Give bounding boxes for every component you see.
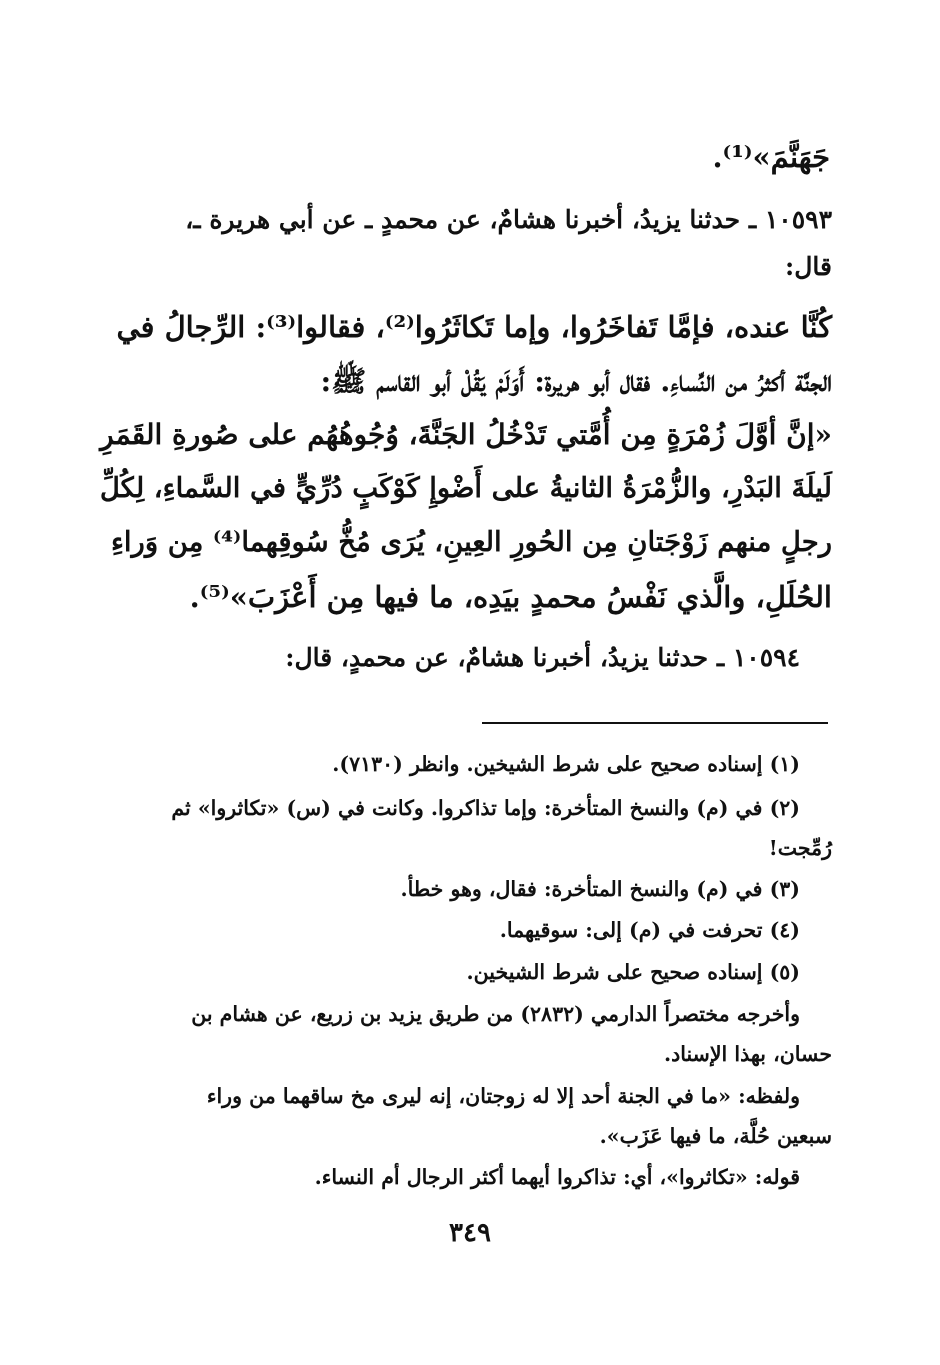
hadith-10593-header: ١٠٥٩٣ ـ حدثنا يزيدُ، أخبرنا هشامٌ، عن محمدٍ ـ عن أبي هريرة ـ، <box>185 205 832 234</box>
footnote-3: (٣) في (م) والنسخ المتأخرة: فقال، وهو خطأ. <box>400 877 800 901</box>
footnote-5-takhrij: وأخرجه مختصراً الدارمي (٢٨٣٢) من طريق يزيد بن زريع، عن هشام بن <box>191 1002 800 1026</box>
page-number: ٣٤٩ <box>449 1218 491 1248</box>
text-line-7: لَيلَةَ البَدْرِ، والزُّمْرَةُ الثانيةُ على أَضْوإِ كَوْكَبٍ دُرِّيٍّ في السَّماءِ، لِكُلِّ <box>99 472 832 504</box>
text-line-4: كُنَّا عنده، فإمَّا تَفاخَرُوا، وإما تَكاثَرُوا⁽²⁾، فقالوا⁽³⁾: الرِّجالُ في <box>116 310 832 344</box>
footnote-2-continued: رُمِّجت! <box>768 836 832 860</box>
footnote-2: (٢) في (م) والنسخ المتأخرة: وإما تذاكروا. وكانت في (س) «تكاثروا» ثم <box>171 796 800 820</box>
footnote-5-lafzuhu: ولفظه: «ما في الجنة أحد إلا له زوجتان، إنه ليرى مخ ساقهما من وراء <box>206 1084 800 1108</box>
text-line-5: الجنَّة أكثرُ من النِّساءِ. فقال أبو هريرة: أَوَلَمْ يَقُلْ أبو القاسم ﷺ: <box>320 364 832 398</box>
footnote-separator <box>482 722 828 724</box>
text-line-9: الحُلَلِ، والَّذي نَفْسُ محمدٍ بيَدِه، ما فيها مِن أَعْزَبَ»⁽⁵⁾. <box>189 580 832 614</box>
text-line-8: رجلٍ منهم زَوْجَتانِ مِن الحُورِ العِينِ، يُرَى مُخُّ سُوقِهما⁽⁴⁾ مِن وَراءِ <box>110 526 832 558</box>
footnote-5-qawluhu: قوله: «تكاثروا»، أي: تذاكروا أيهما أكثر الرجال أم النساء. <box>314 1165 800 1189</box>
text-line-1: جَهَنَّمَ»⁽¹⁾. <box>712 140 830 174</box>
hadith-10594-header: ١٠٥٩٤ ـ حدثنا يزيدُ، أخبرنا هشامٌ، عن محمدٍ، قال: <box>285 643 800 672</box>
hadith-10593-qala: قال: <box>785 252 832 281</box>
footnote-5-lafzuhu-continued: سبعين حُلَّة، ما فيها عَزَب». <box>599 1124 832 1148</box>
footnote-4: (٤) تحرفت في (م) إلى: سوقيهما. <box>499 918 800 942</box>
footnote-1: (١) إسناده صحيح على شرط الشيخين. وانظر (٧١٣٠). <box>332 752 800 776</box>
text-line-6: «إنَّ أوَّلَ زُمْرَةٍ مِن أُمَّتي تَدْخُلُ الجَنَّةَ، وُجُوهُهُم على صُورةِ القَمَرِ <box>100 418 832 451</box>
footnote-5-takhrij-continued: حسان، بهذا الإسناد. <box>663 1042 832 1066</box>
footnote-5: (٥) إسناده صحيح على شرط الشيخين. <box>466 960 800 984</box>
